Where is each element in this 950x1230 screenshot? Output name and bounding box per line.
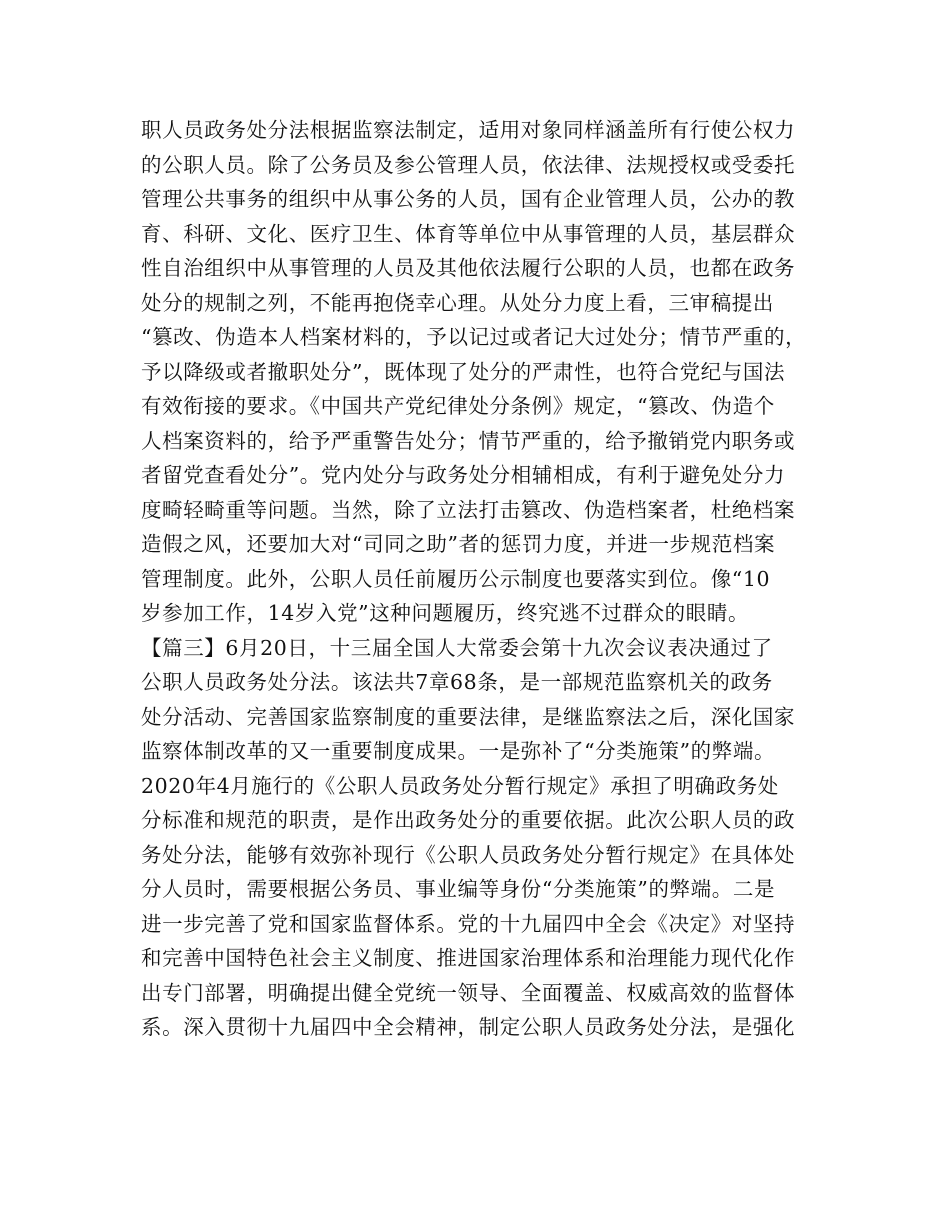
text-line: 的公职人员。除了公务员及参公管理人员，依法律、法规授权或受委托 [141, 152, 796, 177]
text-line: 管理公共事务的组织中从事公务的人员，国有企业管理人员，公办的教 [141, 187, 796, 211]
text-line: 处分活动、完善国家监察制度的重要法律，是继监察法之后，深化国家 [141, 704, 796, 729]
text-line: 造假之风，还要加大对“司同之助”者的惩罚力度，并进一步规范档案 [141, 532, 776, 556]
text-line: 监察体制改革的又一重要制度成果。一是弥补了“分类施策”的弊端。 [141, 739, 776, 763]
text-line: 管理制度。此外，公职人员任前履历公示制度也要落实到位。像“10 [141, 566, 771, 591]
text-line: 公职人员政务处分法。该法共7章68条，是一部规范监察机关的政务 [141, 670, 773, 694]
text-line: 育、科研、文化、医疗卫生、体育等单位中从事管理的人员，基层群众 [141, 221, 796, 246]
text-line: 处分的规制之列，不能再抱侥幸心理。从处分力度上看，三审稿提出 [141, 290, 774, 315]
text-line: “篡改、伪造本人档案材料的，予以记过或者记大过处分；情节严重的， [141, 325, 807, 349]
text-line: 分标准和规范的职责，是作出政务处分的重要依据。此次公职人员的政 [141, 808, 796, 832]
text-line: 进一步完善了党和国家监督体系。党的十九届四中全会《决定》对坚持 [141, 911, 796, 936]
text-line: 分人员时，需要根据公务员、事业编等身份“分类施策”的弊端。二是 [141, 877, 776, 901]
text-line: 性自治组织中从事管理的人员及其他依法履行公职的人员，也都在政务 [141, 256, 796, 280]
text-line: 出专门部署，明确提出健全党统一领导、全面覆盖、权威高效的监督体 [141, 980, 796, 1005]
text-line: 系。深入贯彻十九届四中全会精神，制定公职人员政务处分法，是强化 [141, 1015, 796, 1039]
text-line: 职人员政务处分法根据监察法制定，适用对象同样涵盖所有行使公权力 [141, 118, 796, 142]
body-text [141, 113, 821, 1045]
text-line: 者留党查看处分”。党内处分与政务处分相辅相成，有利于避免处分力 [141, 463, 786, 487]
text-line: 和完善中国特色社会主义制度、推进国家治理体系和治理能力现代化作 [141, 946, 796, 970]
text-line: 【篇三】6月20日，十三届全国人大常委会第十九次会议表决通过了 [141, 635, 773, 660]
text-line: 度畸轻畸重等问题。当然，除了立法打击篡改、伪造档案者，杜绝档案 [141, 497, 796, 522]
text-line: 予以降级或者撤职处分”，既体现了处分的严肃性，也符合党纪与国法 [141, 359, 786, 384]
text-line: 岁参加工作，14岁入党”这种问题履历，终究逃不过群众的眼睛。 [141, 601, 750, 625]
text-line: 人档案资料的，给予严重警告处分；情节严重的，给予撤销党内职务或 [141, 428, 796, 453]
text-line: 务处分法，能够有效弥补现行《公职人员政务处分暂行规定》在具体处 [141, 842, 796, 867]
text-line: 2020年4月施行的《公职人员政务处分暂行规定》承担了明确政务处 [141, 773, 779, 798]
text-line: 有效衔接的要求。《中国共产党纪律处分条例》规定，“篡改、伪造个 [141, 394, 775, 418]
